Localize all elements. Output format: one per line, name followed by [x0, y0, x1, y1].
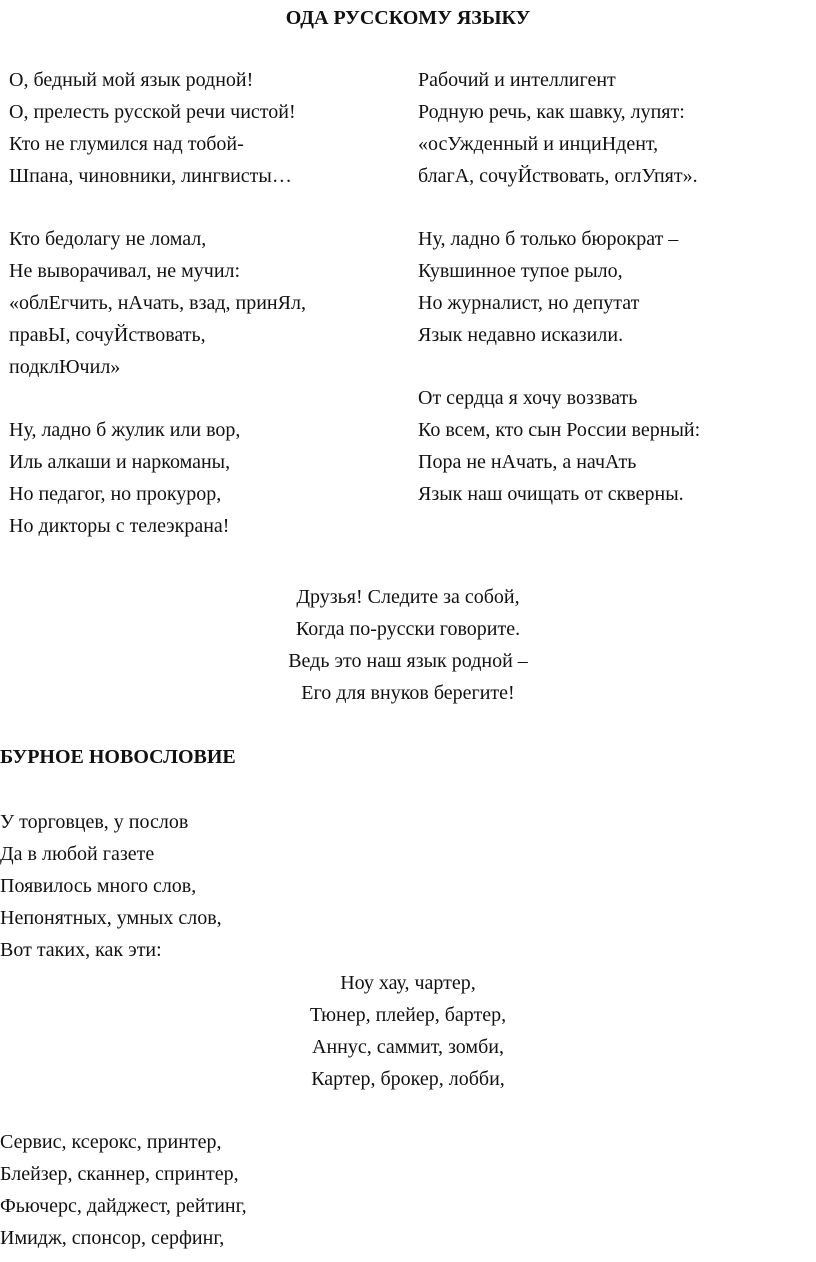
stanza — [418, 64, 813, 192]
poem-line: Шпана, чиновники, лингвисты… — [9, 165, 292, 187]
stanza — [418, 382, 813, 510]
poem-line: Ну, ладно б жулик или вор, — [9, 419, 241, 441]
poem-line: Картер, брокер, лобби, — [311, 1068, 505, 1090]
poem-line: Аннус, саммит, зомби, — [312, 1036, 504, 1058]
poem-line: Язык недавно исказили. — [418, 324, 624, 346]
poem-line: Но журналист, но депутат — [418, 292, 640, 314]
poem-line: Ну, ладно б только бюрократ – — [418, 228, 679, 250]
ode-final-stanza — [0, 581, 816, 709]
poem-line: У торговцев, у послов — [0, 811, 189, 833]
poem-line: Сервис, ксерокс, принтер, — [0, 1131, 222, 1153]
poem-line: Кто не глумился над тобой- — [9, 133, 244, 155]
novoslovie-centered — [0, 967, 816, 1095]
poem-line: Рабочий и интеллигент — [418, 69, 616, 91]
poem-line: Кто бедолагу не ломал, — [9, 228, 207, 250]
poem-line: благА, сочуЙствовать, оглУпят». — [418, 165, 698, 187]
poem-line: правЫ, сочуЙствовать, — [9, 324, 206, 346]
poem-line: Ноу хау, чартер, — [340, 972, 476, 994]
poem-line: Имидж, спонсор, серфинг, — [0, 1227, 225, 1249]
poem-line: Ко всем, кто сын России верный: — [418, 419, 701, 441]
poem-line: Блейзер, сканнер, спринтер, — [0, 1163, 239, 1185]
poem-line: Да в любой газете — [0, 843, 155, 865]
poem-line: Кувшинное тупое рыло, — [418, 260, 623, 282]
poem-line: Ведь это наш язык родной – — [288, 650, 528, 672]
poem-line: Родную речь, как шавку, лупят: — [418, 101, 685, 123]
poem-line: От сердца я хочу воззвать — [418, 387, 638, 409]
poem-line: Вот таких, как эти: — [0, 939, 162, 961]
poem-line: О, прелесть русской речи чистой! — [9, 101, 296, 123]
poem-line: Но дикторы с телеэкрана! — [9, 515, 230, 537]
poem-line: Фьючерс, дайджест, рейтинг, — [0, 1195, 247, 1217]
stanza — [9, 223, 409, 383]
poem-line: Его для внуков берегите! — [301, 682, 515, 704]
poem-line: О, бедный мой язык родной! — [9, 69, 254, 91]
poem-title-ode: ОДА РУССКОМУ ЯЗЫКУ — [285, 7, 531, 29]
poem-title-novoslovie: БУРНОЕ НОВОСЛОВИЕ — [0, 746, 236, 768]
poem-line: Друзья! Следите за собой, — [296, 586, 520, 608]
poem-line: Язык наш очищать от скверны. — [418, 483, 684, 505]
poem-line: подклЮчил» — [9, 356, 121, 378]
ode-right-column — [418, 64, 813, 510]
poem-line: Тюнер, плейер, бартер, — [309, 1004, 507, 1026]
poem-line: Пора не нАчать, а начАть — [418, 451, 637, 473]
stanza — [9, 64, 409, 192]
poem-line: Иль алкаши и наркоманы, — [9, 451, 231, 473]
poem-line: «облЕгчить, нАчать, взад, принЯл, — [9, 292, 306, 314]
poem-line: «осУжденный и инциНдент, — [418, 133, 659, 155]
poem-line: Непонятных, умных слов, — [0, 907, 222, 929]
novoslovie-list — [0, 1126, 247, 1254]
stanza — [9, 414, 409, 542]
ode-left-column — [9, 64, 409, 542]
poem-line: Когда по-русски говорите. — [295, 618, 521, 640]
novoslovie-intro — [0, 806, 222, 966]
stanza — [418, 223, 813, 351]
poem-line: Но педагог, но прокурор, — [9, 483, 222, 505]
poem-line: Появилось много слов, — [0, 875, 197, 897]
poem-line: Не выворачивал, не мучил: — [9, 260, 241, 282]
